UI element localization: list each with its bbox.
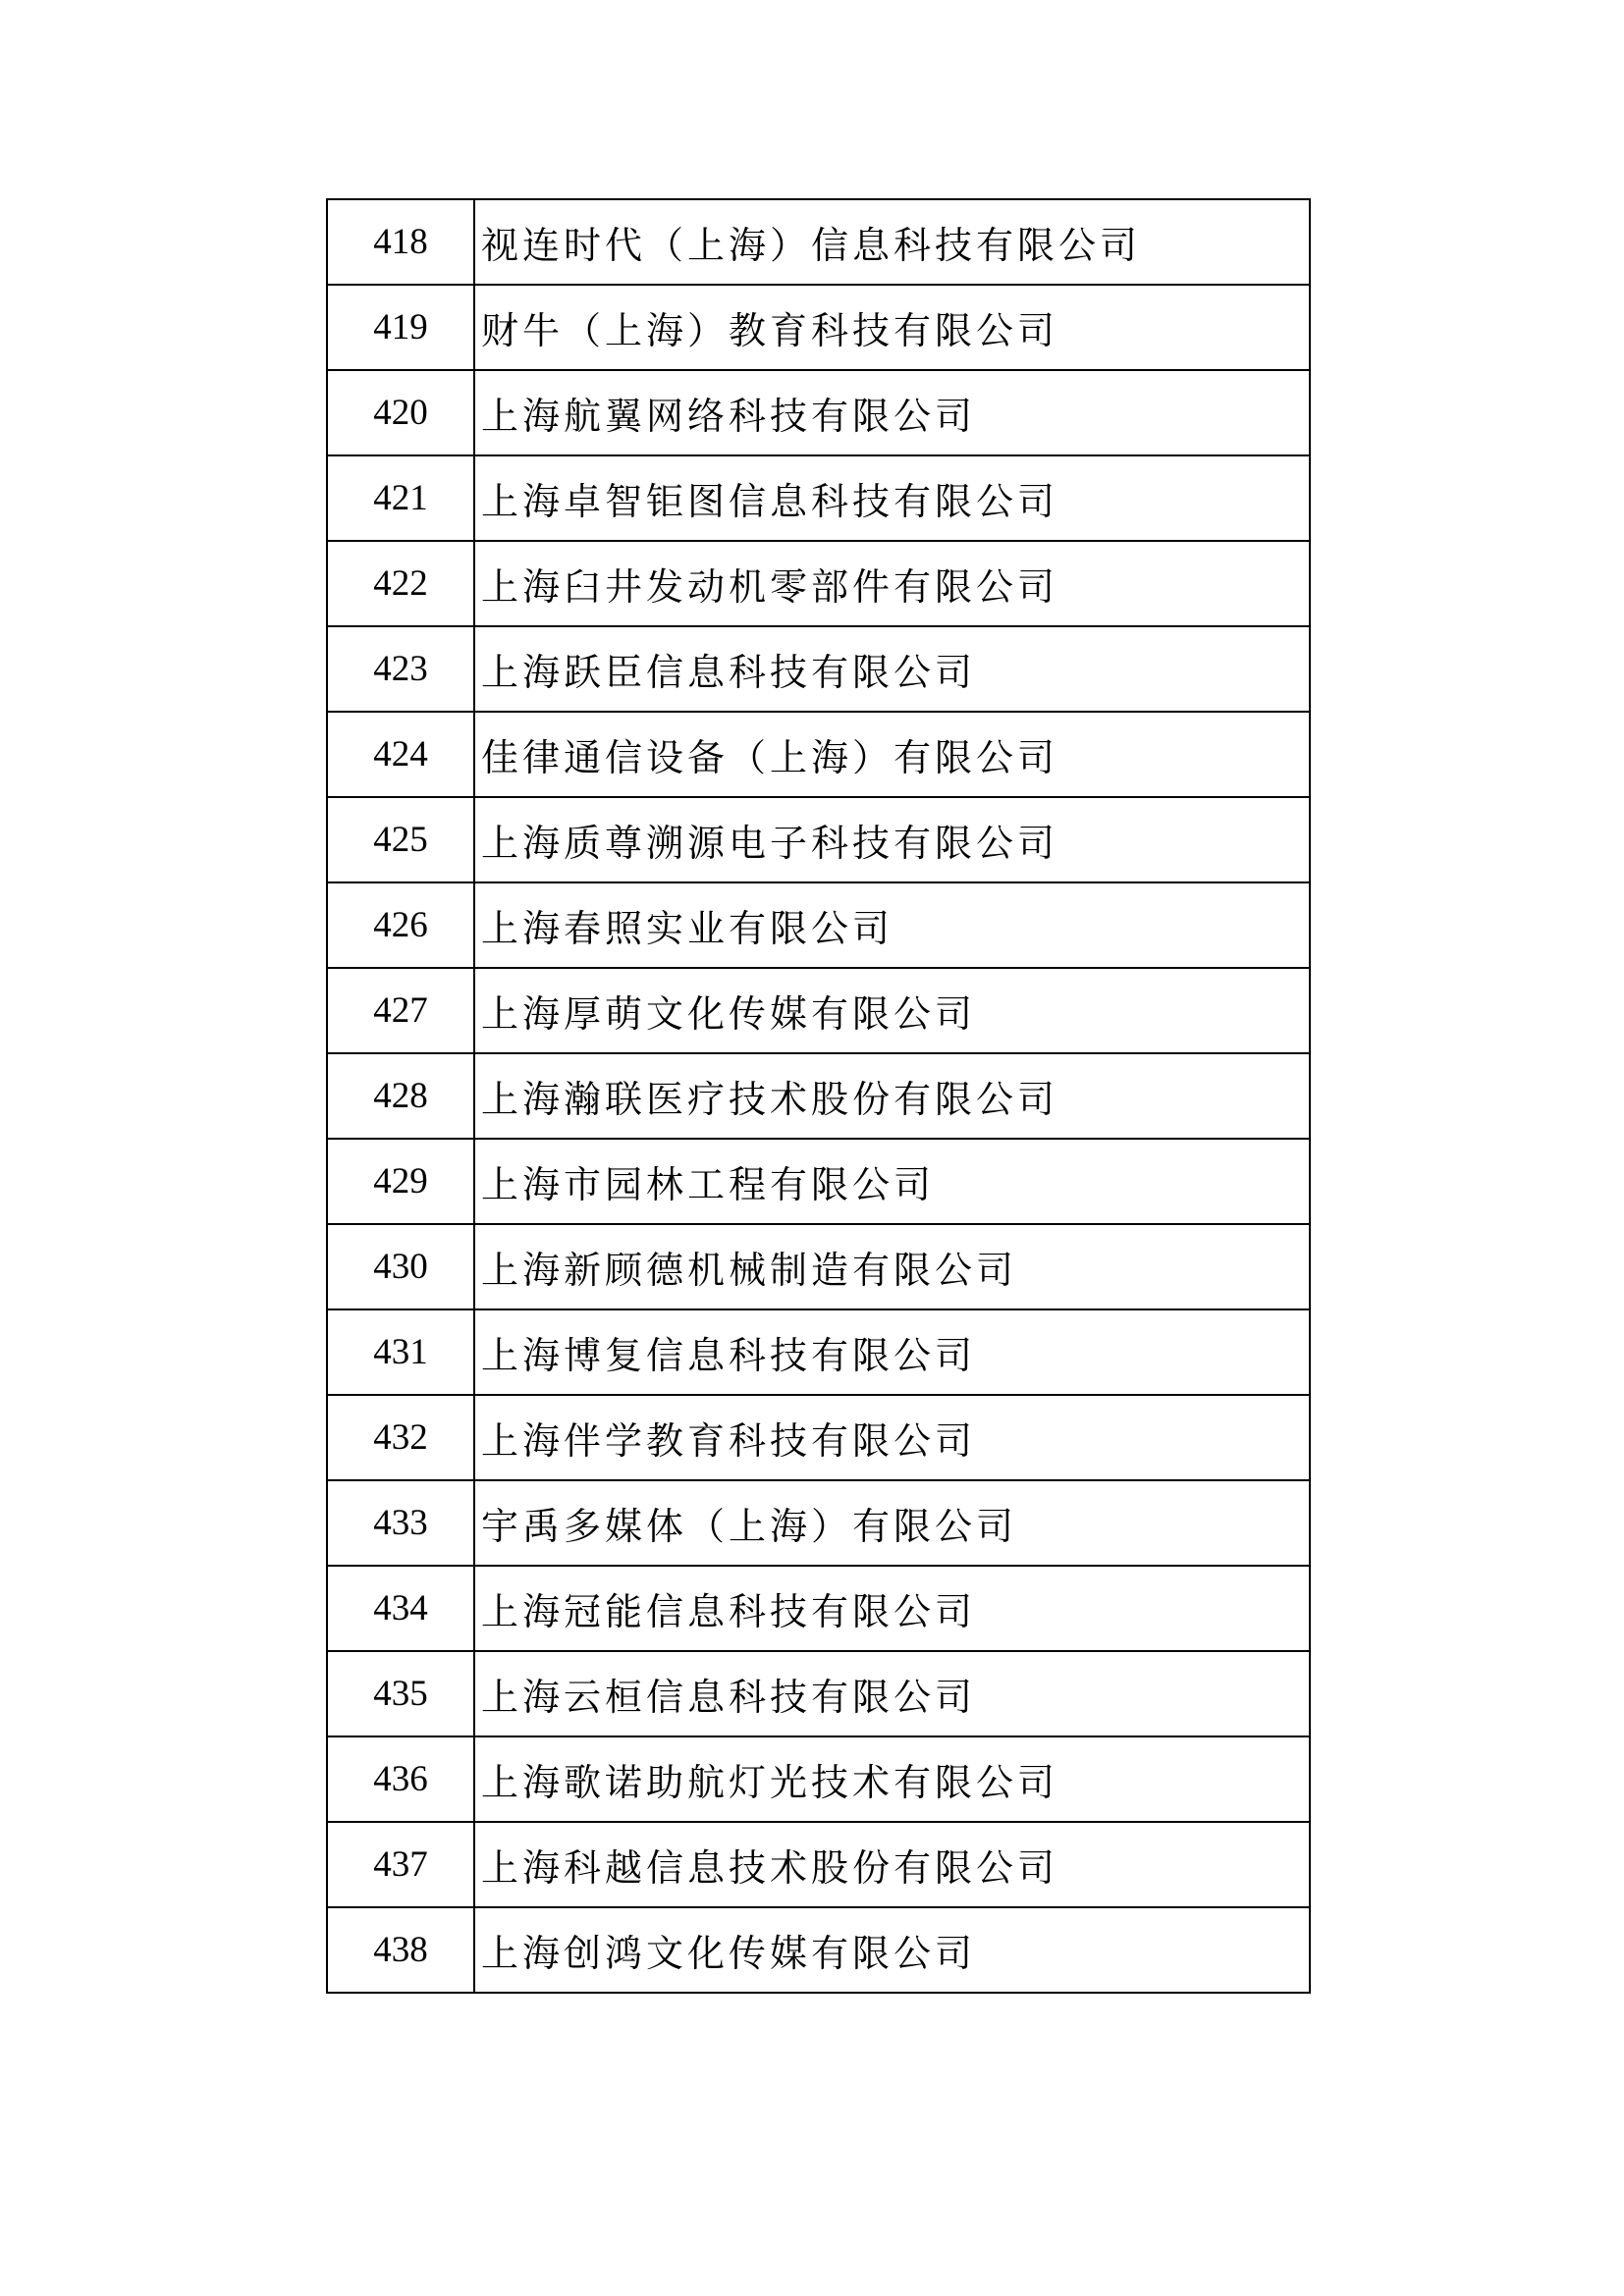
company-name: 上海新顾德机械制造有限公司 — [474, 1224, 1310, 1309]
table-row — [327, 1053, 1310, 1139]
company-name: 上海臼井发动机零部件有限公司 — [474, 541, 1310, 626]
row-number: 425 — [327, 797, 474, 882]
row-number: 429 — [327, 1139, 474, 1224]
table-row — [327, 1566, 1310, 1651]
table-row — [327, 797, 1310, 882]
table-row — [327, 1395, 1310, 1480]
row-number: 430 — [327, 1224, 474, 1309]
row-number: 418 — [327, 199, 474, 285]
company-name: 上海跃臣信息科技有限公司 — [474, 626, 1310, 712]
table-row — [327, 455, 1310, 541]
company-list-body — [327, 199, 1310, 1993]
row-number: 438 — [327, 1907, 474, 1993]
row-number: 423 — [327, 626, 474, 712]
company-name: 视连时代（上海）信息科技有限公司 — [474, 199, 1310, 285]
company-name: 上海瀚联医疗技术股份有限公司 — [474, 1053, 1310, 1139]
row-number: 435 — [327, 1651, 474, 1736]
company-name: 上海云桓信息科技有限公司 — [474, 1651, 1310, 1736]
row-number: 421 — [327, 455, 474, 541]
company-name: 上海质尊溯源电子科技有限公司 — [474, 797, 1310, 882]
row-number: 427 — [327, 968, 474, 1053]
company-list-table — [326, 198, 1311, 1994]
table-row — [327, 1224, 1310, 1309]
table-row — [327, 1736, 1310, 1822]
table-row — [327, 1480, 1310, 1566]
table-row — [327, 712, 1310, 797]
table-row — [327, 541, 1310, 626]
row-number: 419 — [327, 285, 474, 370]
row-number: 424 — [327, 712, 474, 797]
row-number: 420 — [327, 370, 474, 455]
table-row — [327, 626, 1310, 712]
row-number: 433 — [327, 1480, 474, 1566]
company-name: 上海卓智钜图信息科技有限公司 — [474, 455, 1310, 541]
company-name: 上海伴学教育科技有限公司 — [474, 1395, 1310, 1480]
table-row — [327, 1139, 1310, 1224]
row-number: 434 — [327, 1566, 474, 1651]
table-row — [327, 370, 1310, 455]
row-number: 426 — [327, 882, 474, 968]
row-number: 437 — [327, 1822, 474, 1907]
company-name: 上海市园林工程有限公司 — [474, 1139, 1310, 1224]
company-name: 财牛（上海）教育科技有限公司 — [474, 285, 1310, 370]
table-row — [327, 285, 1310, 370]
table-row — [327, 199, 1310, 285]
company-name: 上海春照实业有限公司 — [474, 882, 1310, 968]
company-name: 上海冠能信息科技有限公司 — [474, 1566, 1310, 1651]
company-name: 上海航翼网络科技有限公司 — [474, 370, 1310, 455]
company-name: 上海博复信息科技有限公司 — [474, 1309, 1310, 1395]
company-name: 宇禹多媒体（上海）有限公司 — [474, 1480, 1310, 1566]
company-name: 上海科越信息技术股份有限公司 — [474, 1822, 1310, 1907]
company-name: 上海厚萌文化传媒有限公司 — [474, 968, 1310, 1053]
table-row — [327, 1651, 1310, 1736]
row-number: 422 — [327, 541, 474, 626]
row-number: 436 — [327, 1736, 474, 1822]
table-row — [327, 1907, 1310, 1993]
table-row — [327, 1309, 1310, 1395]
company-name: 上海创鸿文化传媒有限公司 — [474, 1907, 1310, 1993]
table-row — [327, 882, 1310, 968]
table-row — [327, 1822, 1310, 1907]
company-name: 上海歌诺助航灯光技术有限公司 — [474, 1736, 1310, 1822]
company-name: 佳律通信设备（上海）有限公司 — [474, 712, 1310, 797]
table-row — [327, 968, 1310, 1053]
row-number: 428 — [327, 1053, 474, 1139]
row-number: 431 — [327, 1309, 474, 1395]
row-number: 432 — [327, 1395, 474, 1480]
